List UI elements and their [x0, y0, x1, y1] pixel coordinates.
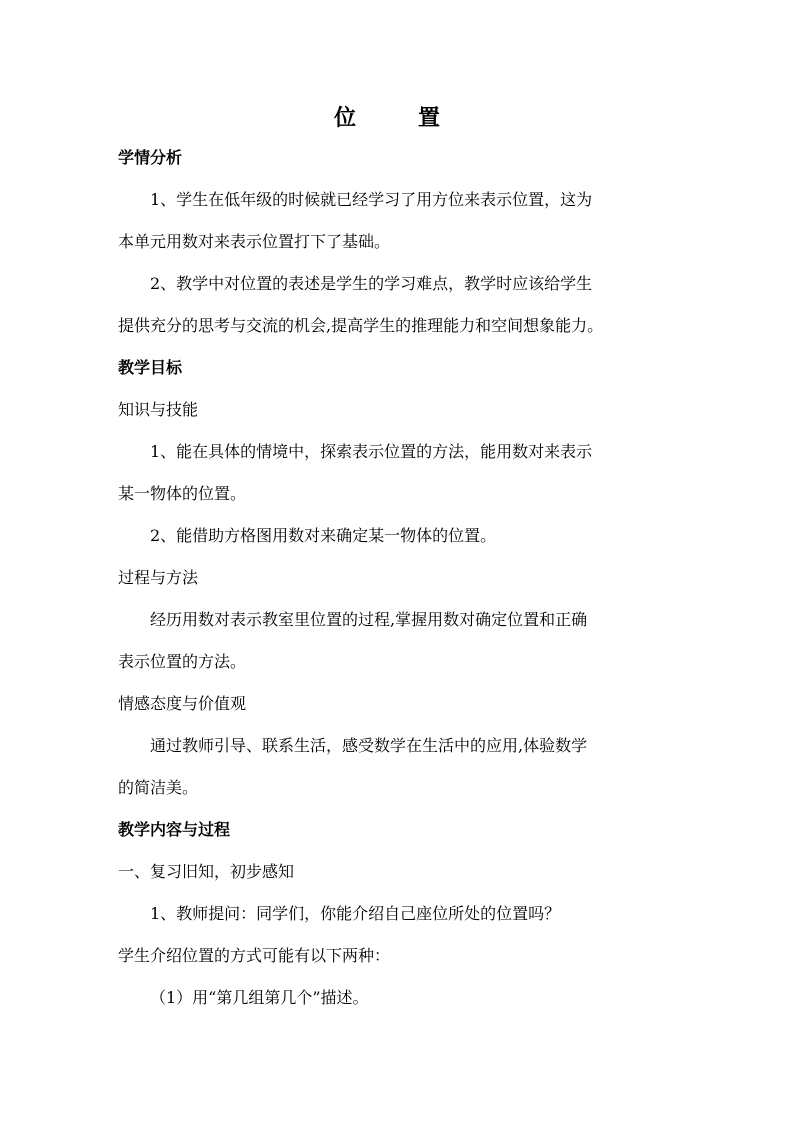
paragraph-line: 的简洁美。: [118, 778, 199, 797]
subheading-review: 一、复习旧知，初步感知: [118, 862, 295, 881]
paragraph-line: 2、能借助方格图用数对来确定某一物体的位置。: [150, 526, 497, 545]
paragraph-line: 1、能在具体的情境中，探索表示位置的方法，能用数对来表示: [150, 442, 593, 461]
paragraph-line: 某一物体的位置。: [118, 484, 247, 503]
paragraph-line: 通过教师引导、联系生活，感受数学在生活中的应用,体验数学: [150, 736, 588, 755]
subheading-knowledge: 知识与技能: [118, 400, 199, 419]
paragraph-line: 经历用数对表示教室里位置的过程,掌握用数对确定位置和正确: [150, 610, 588, 629]
section-heading-content: 教学内容与过程: [118, 820, 231, 839]
subheading-emotion: 情感态度与价值观: [118, 694, 247, 713]
paragraph-line: （1）用“第几组第几个”描述。: [150, 988, 369, 1007]
paragraph-line: 1、教师提问：同学们，你能介绍自己座位所处的位置吗？: [150, 904, 561, 923]
subheading-process: 过程与方法: [118, 568, 199, 587]
paragraph-line: 学生介绍位置的方式可能有以下两种：: [118, 946, 391, 965]
section-heading-analysis: 学情分析: [118, 148, 183, 167]
paragraph-line: 1、学生在低年级的时候就已经学习了用方位来表示位置，这为: [150, 190, 593, 209]
page-title: 位 置: [333, 105, 460, 131]
paragraph-line: 表示位置的方法。: [118, 652, 247, 671]
paragraph-line: 本单元用数对来表示位置打下了基础。: [118, 232, 391, 251]
paragraph-line: 提供充分的思考与交流的机会,提高学生的推理能力和空间想象能力。: [118, 316, 604, 335]
section-heading-goals: 教学目标: [118, 358, 183, 377]
paragraph-line: 2、教学中对位置的表述是学生的学习难点，教学时应该给学生: [150, 274, 593, 293]
